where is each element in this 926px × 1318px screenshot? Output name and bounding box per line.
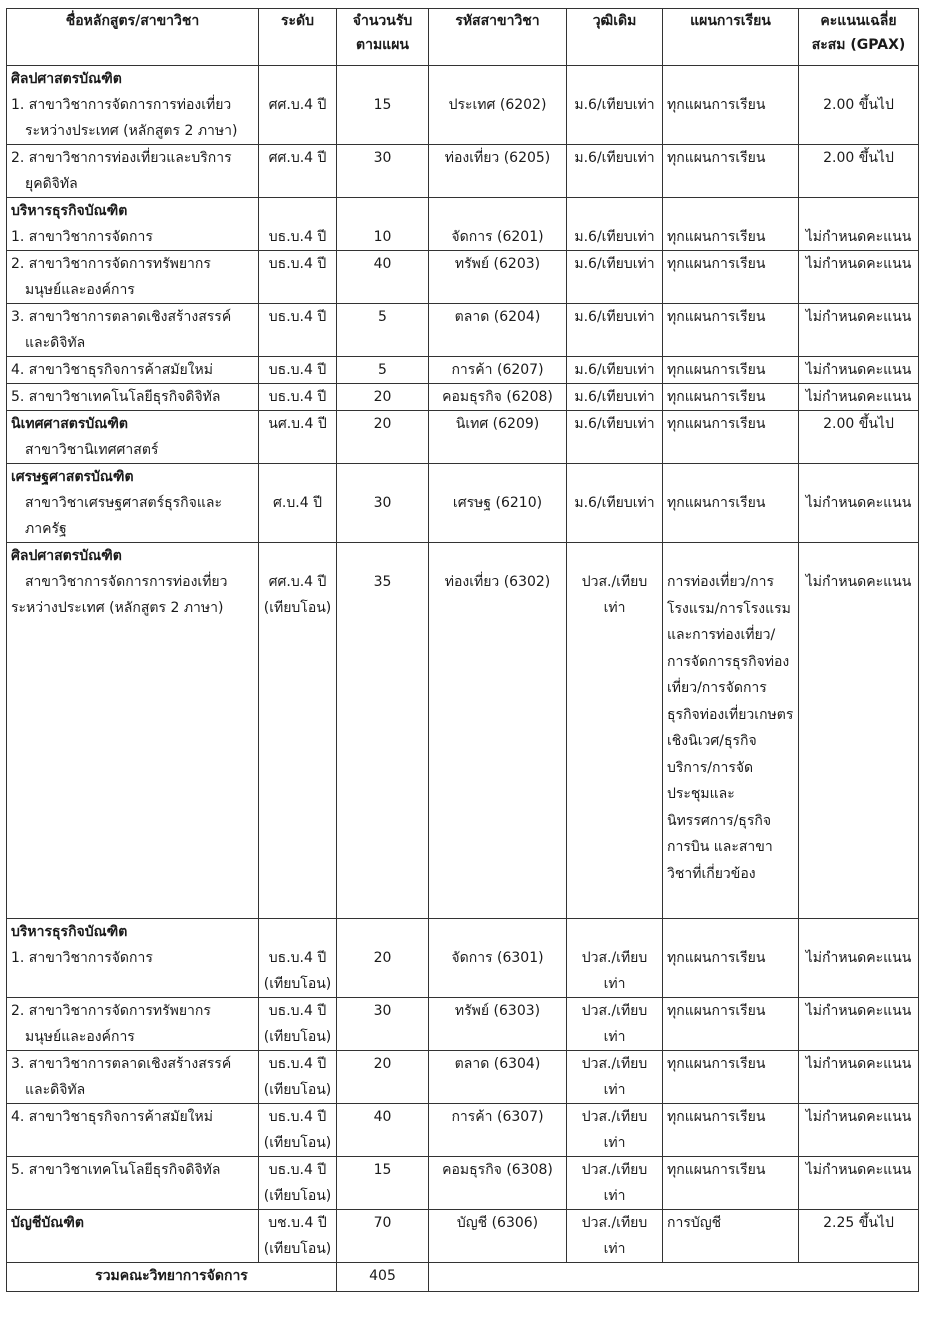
- total-value: 405: [337, 1263, 429, 1292]
- table-row: [7, 411, 919, 464]
- total-label: รวมคณะวิทยาการจัดการ: [7, 1263, 337, 1292]
- gpax-cell: ไม่กำหนดคะแนน: [799, 919, 919, 998]
- gpax-cell: 2.25 ขึ้นไป: [799, 1210, 919, 1263]
- quota-cell: 30: [337, 145, 429, 198]
- qualification-cell: ม.6/เทียบเท่า: [567, 357, 663, 384]
- study-plan-cell: ทุกแผนการเรียน: [663, 464, 799, 543]
- qualification-cell: ปวส./เทียบเท่า: [567, 1157, 663, 1210]
- table-row: [7, 357, 919, 384]
- quota-cell: 40: [337, 251, 429, 304]
- quota-cell: 5: [337, 304, 429, 357]
- table-row: [7, 1051, 919, 1104]
- faculty-name: บริหารธุรกิจบัณฑิต: [11, 203, 128, 219]
- level-cell: ศศ.บ.4 ปี (เทียบโอน): [259, 543, 337, 919]
- qualification-cell: ม.6/เทียบเท่า: [567, 251, 663, 304]
- program-name: สาขาวิชาการจัดการการท่องเที่ยว: [25, 574, 228, 590]
- program-cell: [7, 411, 259, 464]
- qualification-cell: ปวส./เทียบเท่า: [567, 998, 663, 1051]
- table-row: [7, 998, 919, 1051]
- program-name-cont: มนุษย์และองค์การ: [25, 1029, 135, 1045]
- program-name: สาขาวิชานิเทศศาสตร์: [25, 442, 159, 458]
- study-plan-cell: ทุกแผนการเรียน: [663, 384, 799, 411]
- study-plan-cell: ทุกแผนการเรียน: [663, 198, 799, 251]
- level-cell: บธ.บ.4 ปี (เทียบโอน): [259, 919, 337, 998]
- program-name: 5. สาขาวิชาเทคโนโลยีธุรกิจดิจิทัล: [11, 389, 221, 405]
- table-row: [7, 66, 919, 145]
- program-name-cont: ระหว่างประเทศ (หลักสูตร 2 ภาษา): [11, 600, 224, 616]
- quota-cell: 35: [337, 543, 429, 919]
- code-cell: การค้า (6307): [429, 1104, 567, 1157]
- quota-cell: 5: [337, 357, 429, 384]
- gpax-cell: 2.00 ขึ้นไป: [799, 411, 919, 464]
- table-row: [7, 1104, 919, 1157]
- study-plan-cell: การบัญชี: [663, 1210, 799, 1263]
- program-cell: [7, 384, 259, 411]
- header-program: ชื่อหลักสูตร/สาขาวิชา: [7, 9, 259, 66]
- qualification-cell: ปวส./เทียบเท่า: [567, 1210, 663, 1263]
- code-cell: จัดการ (6301): [429, 919, 567, 998]
- gpax-cell: ไม่กำหนดคะแนน: [799, 998, 919, 1051]
- code-cell: เศรษฐ (6210): [429, 464, 567, 543]
- program-cell: [7, 145, 259, 198]
- code-cell: ตลาด (6204): [429, 304, 567, 357]
- quota-cell: 20: [337, 919, 429, 998]
- header-level: ระดับ: [259, 9, 337, 66]
- table-row: [7, 1157, 919, 1210]
- header-code: รหัสสาขาวิชา: [429, 9, 567, 66]
- qualification-cell: ม.6/เทียบเท่า: [567, 198, 663, 251]
- level-cell: ศศ.บ.4 ปี: [259, 66, 337, 145]
- code-cell: ประเทศ (6202): [429, 66, 567, 145]
- gpax-cell: ไม่กำหนดคะแนน: [799, 1051, 919, 1104]
- study-plan-cell: ทุกแผนการเรียน: [663, 1157, 799, 1210]
- program-name: 2. สาขาวิชาการจัดการทรัพยากร: [11, 1003, 211, 1019]
- program-cell: [7, 543, 259, 919]
- table-row: [7, 543, 919, 919]
- code-cell: ทรัพย์ (6203): [429, 251, 567, 304]
- qualification-cell: ม.6/เทียบเท่า: [567, 145, 663, 198]
- quota-cell: 20: [337, 384, 429, 411]
- faculty-name: บัญชีบัณฑิต: [11, 1215, 84, 1231]
- code-cell: ท่องเที่ยว (6302): [429, 543, 567, 919]
- quota-cell: 40: [337, 1104, 429, 1157]
- table-row: [7, 145, 919, 198]
- program-cell: [7, 66, 259, 145]
- study-plan-cell: ทุกแผนการเรียน: [663, 998, 799, 1051]
- table-row: [7, 919, 919, 998]
- study-plan-cell: ทุกแผนการเรียน: [663, 357, 799, 384]
- gpax-cell: ไม่กำหนดคะแนน: [799, 543, 919, 919]
- level-cell: บธ.บ.4 ปี: [259, 357, 337, 384]
- program-name-cont: มนุษย์และองค์การ: [25, 282, 135, 298]
- program-name-cont: ยุคดิจิทัล: [25, 176, 78, 192]
- program-name-cont: และดิจิทัล: [25, 1082, 86, 1098]
- code-cell: นิเทศ (6209): [429, 411, 567, 464]
- qualification-cell: ปวส./เทียบเท่า: [567, 1104, 663, 1157]
- level-cell: บช.บ.4 ปี (เทียบโอน): [259, 1210, 337, 1263]
- program-name: 2. สาขาวิชาการจัดการทรัพยากร: [11, 256, 211, 272]
- table-row: [7, 251, 919, 304]
- program-name: 1. สาขาวิชาการจัดการ: [11, 950, 153, 966]
- quota-cell: 20: [337, 1051, 429, 1104]
- level-cell: บธ.บ.4 ปี (เทียบโอน): [259, 998, 337, 1051]
- program-cell: [7, 1157, 259, 1210]
- gpax-cell: ไม่กำหนดคะแนน: [799, 304, 919, 357]
- gpax-cell: ไม่กำหนดคะแนน: [799, 1157, 919, 1210]
- program-name: 5. สาขาวิชาเทคโนโลยีธุรกิจดิจิทัล: [11, 1162, 221, 1178]
- level-cell: บธ.บ.4 ปี (เทียบโอน): [259, 1104, 337, 1157]
- program-name: 3. สาขาวิชาการตลาดเชิงสร้างสรรค์: [11, 309, 232, 325]
- program-name-cont: ระหว่างประเทศ (หลักสูตร 2 ภาษา): [25, 123, 238, 139]
- table-row: [7, 384, 919, 411]
- code-cell: คอมธุรกิจ (6308): [429, 1157, 567, 1210]
- program-cell: [7, 1051, 259, 1104]
- level-cell: บธ.บ.4 ปี: [259, 198, 337, 251]
- total-blank: [429, 1263, 919, 1292]
- header-study-plan: แผนการเรียน: [663, 9, 799, 66]
- study-plan-cell: การท่องเที่ยว/การโรงแรม/การโรงแรมและการท่องเที่ยว/การจัดการธุรกิจท่องเที่ยว/การจัดการธุรกิจท่องเที่ยวเกษตรเชิงนิเวศ/ธุรกิจบริการ/การจัดประชุมและนิทรรศการ/ธุรกิจการบิน และสาขาวิชาที่เกี่ยวข้อง: [663, 543, 799, 919]
- program-cell: [7, 464, 259, 543]
- quota-cell: 30: [337, 998, 429, 1051]
- qualification-cell: ม.6/เทียบเท่า: [567, 464, 663, 543]
- program-name-cont: และดิจิทัล: [25, 335, 86, 351]
- code-cell: ทรัพย์ (6303): [429, 998, 567, 1051]
- quota-cell: 20: [337, 411, 429, 464]
- gpax-cell: ไม่กำหนดคะแนน: [799, 198, 919, 251]
- code-cell: บัญชี (6306): [429, 1210, 567, 1263]
- program-name: 4. สาขาวิชาธุรกิจการค้าสมัยใหม่: [11, 362, 213, 378]
- level-cell: ศ.บ.4 ปี: [259, 464, 337, 543]
- quota-cell: 70: [337, 1210, 429, 1263]
- program-name: 1. สาขาวิชาการจัดการ: [11, 229, 153, 245]
- gpax-cell: 2.00 ขึ้นไป: [799, 66, 919, 145]
- level-cell: บธ.บ.4 ปี: [259, 304, 337, 357]
- total-row: [7, 1263, 919, 1292]
- study-plan-cell: ทุกแผนการเรียน: [663, 66, 799, 145]
- quota-cell: 10: [337, 198, 429, 251]
- study-plan-cell: ทุกแผนการเรียน: [663, 1051, 799, 1104]
- study-plan-cell: ทุกแผนการเรียน: [663, 919, 799, 998]
- program-cell: [7, 919, 259, 998]
- program-cell: [7, 304, 259, 357]
- program-name: 4. สาขาวิชาธุรกิจการค้าสมัยใหม่: [11, 1109, 213, 1125]
- program-name: 2. สาขาวิชาการท่องเที่ยวและบริการ: [11, 150, 232, 166]
- study-plan-cell: ทุกแผนการเรียน: [663, 145, 799, 198]
- table-row: [7, 304, 919, 357]
- header-row: [7, 9, 919, 66]
- faculty-name: นิเทศศาสตรบัณฑิต: [11, 416, 128, 432]
- level-cell: บธ.บ.4 ปี (เทียบโอน): [259, 1157, 337, 1210]
- faculty-name: ศิลปศาสตรบัณฑิต: [11, 71, 122, 87]
- study-plan-cell: ทุกแผนการเรียน: [663, 411, 799, 464]
- program-name-cont: ภาครัฐ: [25, 521, 67, 537]
- qualification-cell: ปวส./เทียบเท่า: [567, 919, 663, 998]
- qualification-cell: ปวส./เทียบเท่า: [567, 1051, 663, 1104]
- gpax-cell: ไม่กำหนดคะแนน: [799, 1104, 919, 1157]
- gpax-cell: ไม่กำหนดคะแนน: [799, 464, 919, 543]
- qualification-cell: ม.6/เทียบเท่า: [567, 304, 663, 357]
- table-row: [7, 464, 919, 543]
- quota-cell: 30: [337, 464, 429, 543]
- code-cell: จัดการ (6201): [429, 198, 567, 251]
- faculty-name: บริหารธุรกิจบัณฑิต: [11, 924, 128, 940]
- level-cell: บธ.บ.4 ปี: [259, 251, 337, 304]
- program-cell: [7, 251, 259, 304]
- program-cell: [7, 357, 259, 384]
- code-cell: คอมธุรกิจ (6208): [429, 384, 567, 411]
- study-plan-cell: ทุกแผนการเรียน: [663, 1104, 799, 1157]
- program-cell: [7, 1210, 259, 1263]
- qualification-cell: ม.6/เทียบเท่า: [567, 411, 663, 464]
- code-cell: ตลาด (6304): [429, 1051, 567, 1104]
- study-plan-cell: ทุกแผนการเรียน: [663, 304, 799, 357]
- qualification-cell: ม.6/เทียบเท่า: [567, 66, 663, 145]
- quota-cell: 15: [337, 66, 429, 145]
- level-cell: บธ.บ.4 ปี (เทียบโอน): [259, 1051, 337, 1104]
- level-cell: ศศ.บ.4 ปี: [259, 145, 337, 198]
- qualification-cell: ปวส./เทียบเท่า: [567, 543, 663, 919]
- gpax-cell: ไม่กำหนดคะแนน: [799, 357, 919, 384]
- qualification-cell: ม.6/เทียบเท่า: [567, 384, 663, 411]
- gpax-cell: ไม่กำหนดคะแนน: [799, 251, 919, 304]
- faculty-name: เศรษฐศาสตรบัณฑิต: [11, 469, 134, 485]
- faculty-name: ศิลปศาสตรบัณฑิต: [11, 548, 122, 564]
- study-plan-cell: ทุกแผนการเรียน: [663, 251, 799, 304]
- gpax-cell: 2.00 ขึ้นไป: [799, 145, 919, 198]
- program-cell: [7, 1104, 259, 1157]
- program-name: สาขาวิชาเศรษฐศาสตร์ธุรกิจและ: [25, 495, 222, 511]
- program-cell: [7, 198, 259, 251]
- gpax-cell: ไม่กำหนดคะแนน: [799, 384, 919, 411]
- admissions-table: [6, 8, 919, 1292]
- table-row: [7, 1210, 919, 1263]
- code-cell: ท่องเที่ยว (6205): [429, 145, 567, 198]
- admissions-page: [6, 8, 918, 1292]
- level-cell: นศ.บ.4 ปี: [259, 411, 337, 464]
- header-gpax: คะแนนเฉลี่ย สะสม (GPAX): [799, 9, 919, 66]
- program-name: 3. สาขาวิชาการตลาดเชิงสร้างสรรค์: [11, 1056, 232, 1072]
- quota-cell: 15: [337, 1157, 429, 1210]
- header-qualification: วุฒิเดิม: [567, 9, 663, 66]
- program-name: 1. สาขาวิชาการจัดการการท่องเที่ยว: [11, 97, 232, 113]
- table-row: [7, 198, 919, 251]
- header-quota: จำนวนรับ ตามแผน: [337, 9, 429, 66]
- program-cell: [7, 998, 259, 1051]
- code-cell: การค้า (6207): [429, 357, 567, 384]
- level-cell: บธ.บ.4 ปี: [259, 384, 337, 411]
